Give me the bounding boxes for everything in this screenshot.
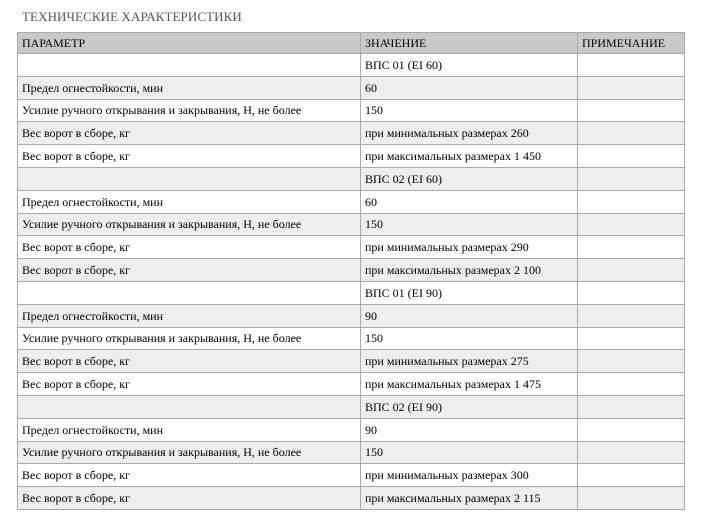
cell-value: ВПС 01 (EI 90) [361, 281, 578, 304]
cell-note [578, 304, 685, 327]
cell-note [578, 122, 685, 145]
cell-parameter: Вес ворот в сборе, кг [18, 259, 361, 282]
table-row [18, 395, 685, 418]
table-row [18, 487, 685, 510]
cell-parameter: Усилие ручного открывания и закрывания, Н, не более [18, 213, 361, 236]
cell-note [578, 145, 685, 168]
cell-parameter: Вес ворот в сборе, кг [18, 373, 361, 396]
cell-parameter [18, 395, 361, 418]
cell-parameter: Вес ворот в сборе, кг [18, 487, 361, 510]
cell-note [578, 373, 685, 396]
table-row [18, 54, 685, 77]
cell-value: 60 [361, 190, 578, 213]
cell-parameter [18, 167, 361, 190]
cell-value: 60 [361, 76, 578, 99]
cell-value: при максимальных размерах 2 115 [361, 487, 578, 510]
cell-parameter: Вес ворот в сборе, кг [18, 236, 361, 259]
cell-value: при максимальных размерах 1 475 [361, 373, 578, 396]
cell-value: при минимальных размерах 300 [361, 464, 578, 487]
specs-table [17, 32, 685, 510]
table-row [18, 281, 685, 304]
cell-parameter: Предел огнестойкости, мин [18, 76, 361, 99]
header-note: ПРИМЕЧАНИЕ [578, 33, 685, 54]
cell-parameter: Вес ворот в сборе, кг [18, 464, 361, 487]
cell-parameter: Вес ворот в сборе, кг [18, 350, 361, 373]
cell-value: при максимальных размерах 1 450 [361, 145, 578, 168]
cell-note [578, 487, 685, 510]
cell-parameter: Предел огнестойкости, мин [18, 418, 361, 441]
table-row [18, 464, 685, 487]
table-row [18, 418, 685, 441]
cell-parameter: Вес ворот в сборе, кг [18, 145, 361, 168]
cell-note [578, 418, 685, 441]
cell-value: 150 [361, 327, 578, 350]
cell-parameter: Усилие ручного открывания и закрывания, Н, не более [18, 441, 361, 464]
cell-value: 90 [361, 304, 578, 327]
table-row [18, 236, 685, 259]
table-header-row [18, 33, 685, 54]
table-row [18, 373, 685, 396]
cell-note [578, 350, 685, 373]
cell-note [578, 99, 685, 122]
cell-value: ВПС 01 (EI 60) [361, 54, 578, 77]
table-row [18, 145, 685, 168]
cell-value: 150 [361, 99, 578, 122]
cell-parameter: Усилие ручного открывания и закрывания, Н, не более [18, 99, 361, 122]
table-row [18, 441, 685, 464]
table-row [18, 190, 685, 213]
header-value: ЗНАЧЕНИЕ [361, 33, 578, 54]
table-row [18, 76, 685, 99]
cell-parameter [18, 281, 361, 304]
table-row [18, 327, 685, 350]
table-body [18, 54, 685, 510]
cell-value: при минимальных размерах 290 [361, 236, 578, 259]
cell-value: ВПС 02 (EI 90) [361, 395, 578, 418]
cell-parameter: Усилие ручного открывания и закрывания, Н, не более [18, 327, 361, 350]
cell-note [578, 327, 685, 350]
cell-value: при минимальных размерах 260 [361, 122, 578, 145]
cell-parameter: Предел огнестойкости, мин [18, 190, 361, 213]
header-parameter: ПАРАМЕТР [18, 33, 361, 54]
cell-parameter: Предел огнестойкости, мин [18, 304, 361, 327]
cell-note [578, 236, 685, 259]
cell-parameter [18, 54, 361, 77]
cell-value: ВПС 02 (EI 60) [361, 167, 578, 190]
table-row [18, 167, 685, 190]
cell-note [578, 395, 685, 418]
cell-note [578, 54, 685, 77]
cell-value: при максимальных размерах 2 100 [361, 259, 578, 282]
cell-value: 150 [361, 213, 578, 236]
table-row [18, 304, 685, 327]
cell-note [578, 259, 685, 282]
cell-note [578, 441, 685, 464]
cell-value: при минимальных размерах 275 [361, 350, 578, 373]
section-title: ТЕХНИЧЕСКИЕ ХАРАКТЕРИСТИКИ [22, 9, 242, 24]
cell-note [578, 76, 685, 99]
cell-parameter: Вес ворот в сборе, кг [18, 122, 361, 145]
cell-value: 90 [361, 418, 578, 441]
table-row [18, 259, 685, 282]
table-row [18, 99, 685, 122]
cell-note [578, 464, 685, 487]
table-row [18, 213, 685, 236]
cell-note [578, 190, 685, 213]
cell-note [578, 213, 685, 236]
cell-value: 150 [361, 441, 578, 464]
cell-note [578, 167, 685, 190]
table-row [18, 122, 685, 145]
cell-note [578, 281, 685, 304]
table-row [18, 350, 685, 373]
